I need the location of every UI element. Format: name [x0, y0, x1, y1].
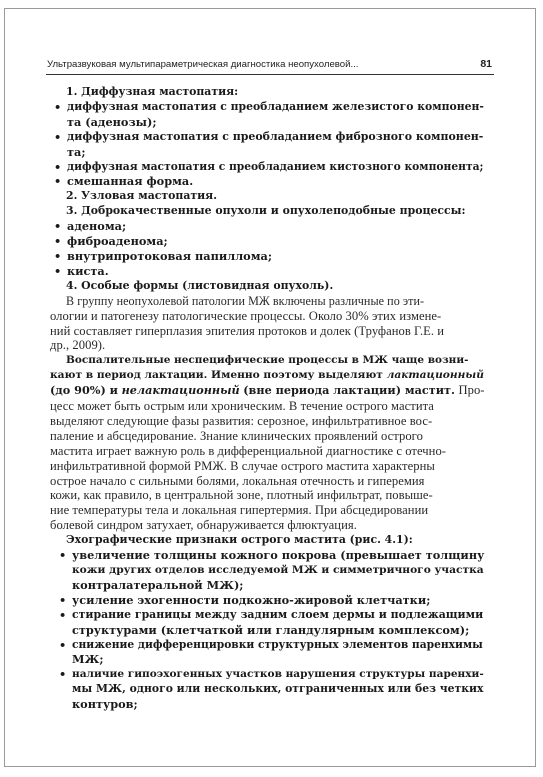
bullet-marker: • — [54, 219, 62, 234]
bullet-marker: • — [54, 129, 62, 144]
running-header — [46, 58, 494, 75]
bullet-marker: • — [54, 159, 62, 174]
echo-bullet-5: • наличие гипоэхогенных участков нарушения структуры паренхи- мы МЖ, одного или нескольких, отграниченных или без четких контуров; — [59, 667, 484, 712]
bullet-marker: • — [54, 174, 62, 189]
bullet-marker: • — [59, 637, 67, 652]
item1-bullet-2: • диффузная мастопатия с преобладанием фиброзного компонен- та; — [54, 129, 484, 159]
term-lactational: лактационный — [386, 368, 484, 382]
term-nonlactational: нелактационный — [121, 383, 240, 398]
paragraph-mastitis: Воспалительные неспецифические процессы в МЖ чаще возни- кают в период лактации. Именно поэтому выделяют лактационный (до 90%) и нелактационный (вне периода лактации) мастит. Про- цесс может быть острым или хроническим. В течение острого мастита выделяют следующие фазы развития: серозное, инфильтративное вос- паление и абсцедирование. Знание клинических проявлений острого мастита играет важную роль в дифференциальной диагностике с отечно- инфильтративной формой РМЖ. В случае острого мастита характерны острое начало с сильными болями, локальная отечность и гиперемия кожи, как правило, в центральной зоне, плотный инфильтрат, повыше- ние температуры тела и локальная гипертермия. При абсцедировании болевой синдром затухает, обнаруживается флюктуация. — [50, 354, 485, 533]
item1-bullet-1: • диффузная мастопатия с преобладанием железистого компонен- та (аденозы); — [54, 99, 484, 129]
page-body — [50, 85, 484, 712]
echo-title: Эхографические признаки острого мастита (рис. 4.1): — [66, 533, 413, 547]
echo-bullet-2: • усиление эхогенности подкожно-жировой клетчатки; — [59, 592, 431, 607]
bullet-marker: • — [59, 607, 67, 622]
item3-bullet-1: • аденома; — [54, 219, 127, 234]
item3-bullet-2: • фиброаденома; — [54, 234, 168, 249]
bullet-marker: • — [54, 263, 62, 278]
bullet-marker: • — [59, 548, 67, 563]
echo-bullet-1: • увеличение толщины кожного покрова (превышает толщину кожи других отделов исследуемой МЖ и симметричного участка контралатеральной МЖ); — [59, 548, 485, 592]
item2-title: 2. Узловая мастопатия. — [66, 189, 217, 203]
bullet-marker: • — [54, 234, 62, 249]
echo-bullet-4: • снижение дифференцировки структурных элементов паренхимы МЖ; — [59, 637, 483, 667]
echo-signs — [50, 533, 484, 712]
running-title: Ультразвуковая мультипараметрическая диагностика неопухолевой... — [47, 59, 359, 70]
paragraph-nontumor: В группу неопухолевой патологии МЖ включены различные по эти- ологии и патогенезу патологические процессы. Около 30% этих измене- ний составляет гиперплазия эпителия протоков и долек (Труфанов Г.Е. и др., 2009). — [50, 293, 445, 353]
item3-title: 3. Доброкачественные опухоли и опухолеподобные процессы: — [66, 204, 466, 218]
item1-title: 1. Диффузная мастопатия: — [66, 85, 239, 98]
bullet-marker: • — [59, 592, 67, 607]
item4-title: 4. Особые формы (листовидная опухоль). — [66, 278, 334, 292]
bullet-marker: • — [59, 667, 67, 682]
item3-bullet-4: • киста. — [54, 263, 109, 278]
bullet-marker: • — [54, 99, 62, 114]
classification-list — [50, 85, 484, 294]
echo-bullet-3: • стирание границы между задним слоем дермы и подлежащими структурами (клетчаткой или гландулярным комплексом); — [59, 607, 484, 637]
item3-bullet-3: • внутрипротоковая папиллома; — [54, 248, 273, 263]
bullet-marker: • — [54, 248, 62, 263]
item1-bullet-4: • смешанная форма. — [54, 174, 194, 189]
item1-bullet-3: • диффузная мастопатия с преобладанием кистозного компонента; — [54, 159, 484, 174]
page-number: 81 — [480, 58, 492, 70]
